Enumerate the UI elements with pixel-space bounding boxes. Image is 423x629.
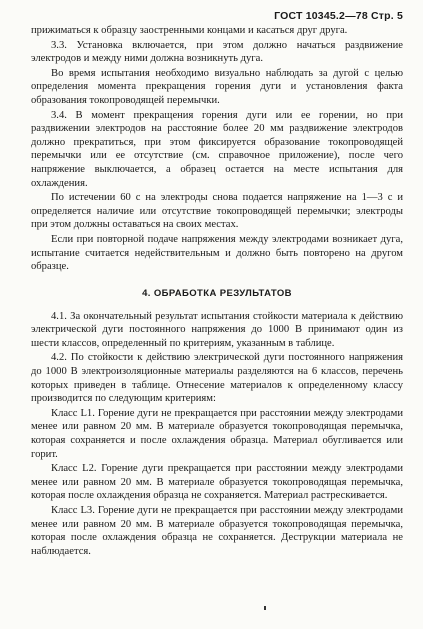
document-page (31, 8, 403, 558)
paragraph-continuation: прижиматься к образцу заостренными концами и касаться друг друга. (31, 25, 348, 36)
page-mark (264, 606, 266, 610)
paragraph-after-60s: По истечении 60 с на электроды снова подается напряжение на 1—3 с и определяется наличие или отсутствие токопроводящей перемычки; электроды при этом должны оставаться на своих местах. (31, 192, 403, 231)
paragraph-3-4: 3.4. В момент прекращения горения дуги или ее горении, но при раздвижении электродов на расстояние более 20 мм раздвижение электродов должно прекратиться, при этом фиксируется образование токопроводящей перемычки или ее отсутствие (см. справочное приложение), после чего напряжение выключается, а образец остается на месте испытания для охлаждения. (31, 109, 403, 189)
running-head: ГОСТ 10345.2—78 Стр. 5 (274, 10, 403, 22)
paragraph-3-3: 3.3. Установка включается, при этом должно начаться раздвижение электродов и между ними должна возникнуть дуга. (31, 39, 403, 65)
paragraph-4-1: 4.1. За окончательный результат испытания стойкости материала к действию электрической дуги постоянного напряжения до 1000 В принимают один из шести классов, определенный по критериям, указанным в таблице. (31, 310, 403, 349)
paragraph-repeat: Если при повторной подаче напряжения между электродами возникает дуга, испытание считается недействительным и должно быть повторено на другом образце. (31, 233, 403, 273)
paragraph-class-l1: Класс L1. Горение дуги не прекращается при расстоянии между электродами менее или равном 20 мм. В материале образуется токопроводящая перемычка, которая сохраняется и после охлаждения образца. Материал обугливается или горит. (31, 407, 403, 460)
paragraph-4-2: 4.2. По стойкости к действию электрической дуги постоянного напряжения до 1000 В электроизоляционные материалы разделяются на 6 классов, перечень которых приведен в таблице. Отнесение материалов к определенному классу производится по следующим критериям: (31, 352, 403, 405)
paragraph-observation: Во время испытания необходимо визуально наблюдать за дугой с целью определения момента прекращения горения дуги и установления факта образования токопроводящей перемычки. (31, 67, 403, 106)
paragraph-class-l3: Класс L3. Горение дуги не прекращается при расстоянии между электродами менее или равном 20 мм. В материале образуется токопроводящая перемычка, которая после охлаждения образца не сохраняется. Деструкции материала не наблюдается. (31, 505, 403, 557)
section-title: 4. ОБРАБОТКА РЕЗУЛЬТАТОВ (142, 287, 292, 299)
paragraph-class-l2: Класс L2. Горение дуги прекращается при расстоянии между электродами менее или равном 20 мм. В материале образуется токопроводящая перемычка, которая после охлаждения образца не сохраняется. Материал растрескивается. (31, 463, 403, 502)
